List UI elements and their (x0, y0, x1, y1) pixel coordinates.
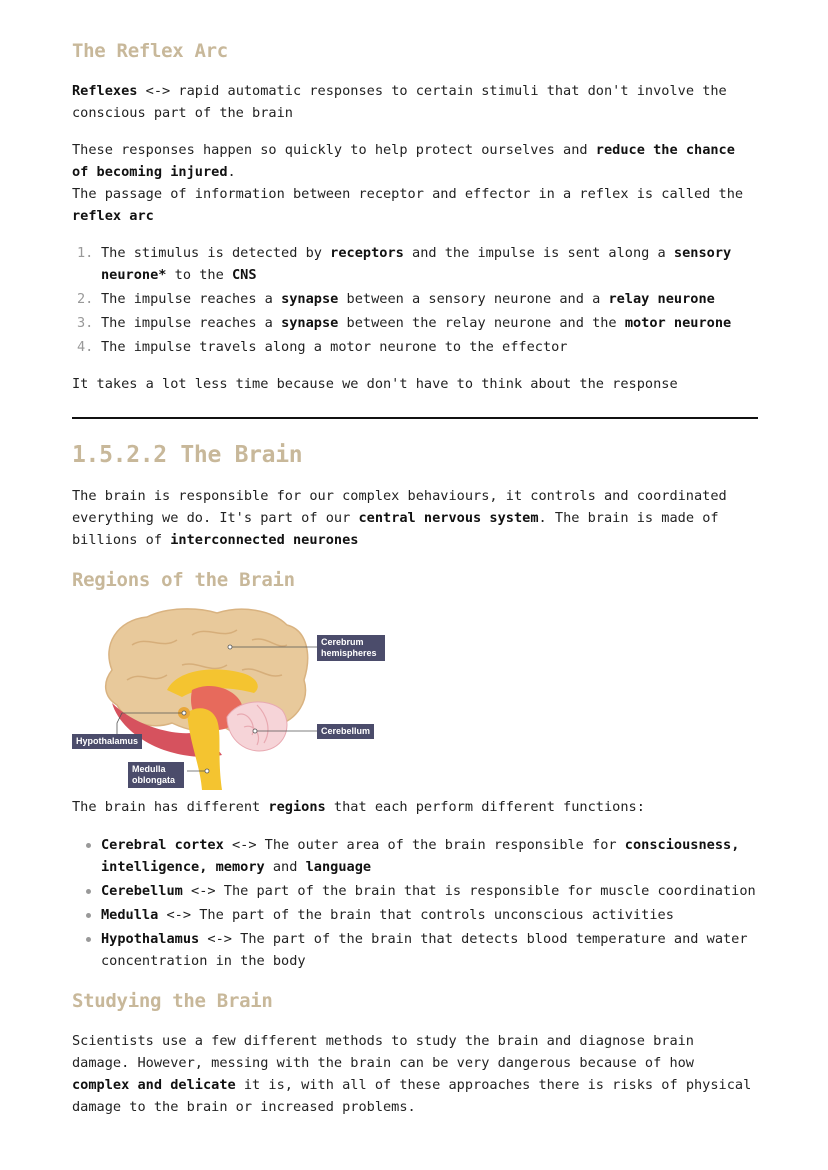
label-medulla: Medulla oblongata (128, 762, 184, 788)
bullet-icon (86, 889, 91, 894)
term-reflexes: Reflexes (72, 83, 138, 99)
heading-reflex-arc: The Reflex Arc (72, 40, 228, 62)
list-item: Cerebellum <-> The part of the brain that is responsible for muscle coordination (72, 880, 758, 902)
reflex-definition: Reflexes <-> rapid automatic responses to certain stimuli that don't involve the conscious part of the brain (72, 83, 727, 121)
list-item: 3. The impulse reaches a synapse between the relay neurone and the motor neurone (77, 315, 732, 331)
heading-regions: Regions of the Brain (72, 569, 295, 591)
brain-illustration (72, 605, 392, 795)
label-cerebellum: Cerebellum (317, 724, 374, 739)
brain-diagram (72, 605, 392, 795)
label-cerebrum: Cerebrum hemispheres (317, 635, 385, 661)
regions-list (72, 834, 758, 972)
reflex-paragraph: These responses happen so quickly to help protect ourselves and reduce the chance of becoming injured. The passage of information between receptor and effector in a reflex is called the reflex arc (72, 142, 744, 224)
list-item: Cerebral cortex <-> The outer area of the brain responsible for consciousness, intelligence, memory and language (72, 834, 758, 878)
heading-studying-brain: Studying the Brain (72, 990, 273, 1012)
section-divider (72, 417, 758, 419)
reflex-closing: It takes a lot less time because we don't have to think about the response (72, 376, 678, 392)
bullet-icon (86, 843, 91, 848)
study-paragraph: Scientists use a few different methods to study the brain and diagnose brain damage. However, messing with the brain can be very dangerous because of how complex and delicate it is, with all of these approaches there is risks of physical damage to the brain or increased problems. (72, 1033, 752, 1115)
list-item: 1. The stimulus is detected by receptors and the impulse is sent along a sensory neurone* to the CNS (77, 245, 732, 283)
brain-paragraph: The brain is responsible for our complex behaviours, it controls and coordinated everything we do. It's part of our central nervous system. The brain is made of billions of interconnected neurones (72, 488, 727, 548)
heading-the-brain: 1.5.2.2 The Brain (72, 442, 303, 468)
list-item: Medulla <-> The part of the brain that controls unconscious activities (72, 904, 758, 926)
reflex-steps-list (72, 242, 758, 358)
regions-intro: The brain has different regions that each perform different functions: (72, 799, 645, 815)
list-item: 2. The impulse reaches a synapse between a sensory neurone and a relay neurone (77, 291, 715, 307)
bullet-icon (86, 937, 91, 942)
bullet-icon (86, 913, 91, 918)
list-item: 4. The impulse travels along a motor neurone to the effector (77, 339, 568, 355)
list-item: Hypothalamus <-> The part of the brain that detects blood temperature and water concentration in the body (72, 928, 758, 972)
label-hypothalamus: Hypothalamus (72, 734, 142, 749)
